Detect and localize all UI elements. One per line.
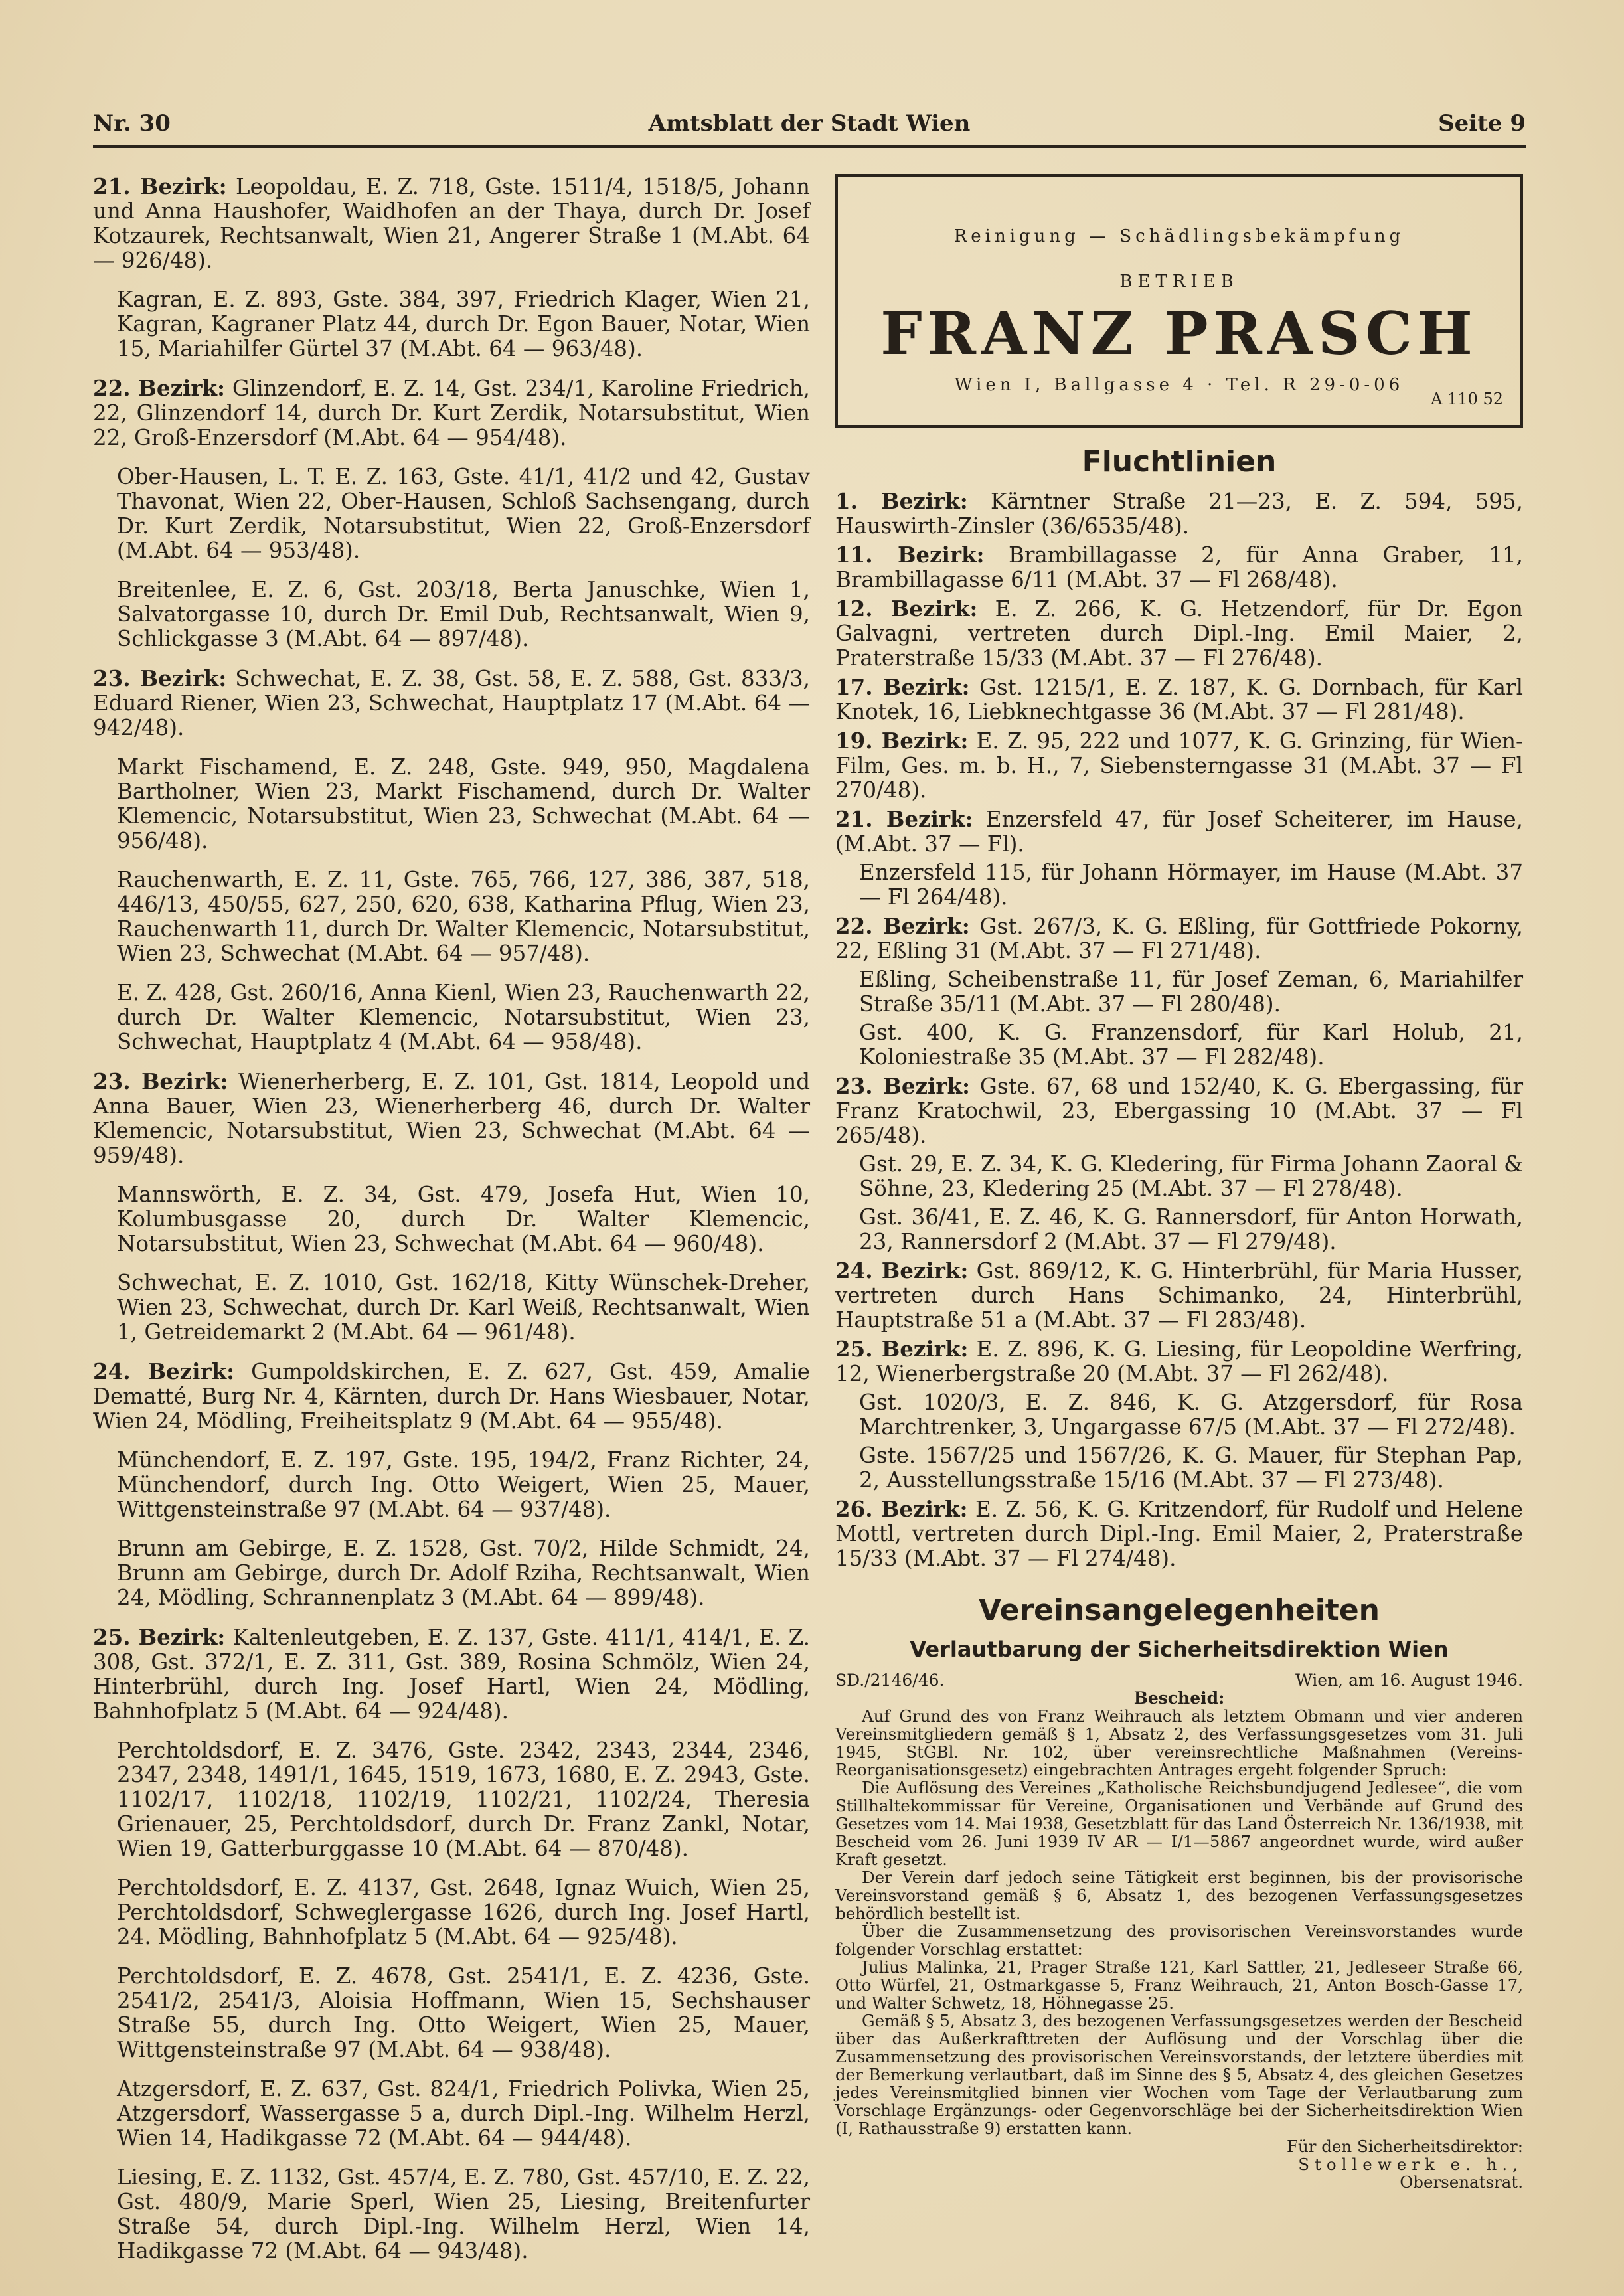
notice-paragraph: Gemäß § 5, Absatz 3, des bezogenen Verfassungsgesetzes werden der Bescheid über das Außerkrafttreten der Auflösung und der Vorschlag über die Zusammensetzung des provisorischen Vereinsvorstands, der letztere überdies mit der Bemerkung verlautbart, daß im Sinne des § 5, Absatz 4, des gleichen Gesetzes jedes Vereinsmitglied binnen vier Wochen vom Tage der Verlautbarung zum Vorschlage Ergänzungs- oder Gegenvorschläge bei der Sicherheitsdirektion Wien (I, Rathausstraße 9) erstatten kann.: [835, 2011, 1523, 2138]
entry-text: Liesing, E. Z. 1132, Gst. 457/4, E. Z. 780, Gst. 457/10, E. Z. 22, Gst. 480/9, Marie Sperl, Wien 25, Liesing, Breitenfurter Straße 54, durch Dipl.-Ing. Wilhelm Herzl, Wien 14, Hadikgasse 72 (M.Abt. 64 — 943/48).: [117, 2165, 810, 2263]
list-item: [859, 967, 1523, 1017]
right-column: [835, 174, 1523, 2191]
bezirk-label: 24. Bezirk:: [93, 1358, 235, 1384]
ad-company-name: FRANZ PRASCH: [880, 299, 1478, 368]
list-item: [117, 1876, 810, 1949]
list-item: [835, 914, 1523, 963]
list-item: [117, 1964, 810, 2062]
reference-number: SD./2146/46.: [835, 1671, 945, 1690]
bezirk-label: 25. Bezirk:: [93, 1624, 226, 1650]
list-item: [117, 981, 810, 1054]
entry-text: Gst. 1215/1, E. Z. 187, K. G. Dornbach, für Karl Knotek, 16, Liebknechtgasse 36 (M.Abt. 37 — Fl 281/48).: [835, 675, 1523, 724]
notice-paragraph: Julius Malinka, 21, Prager Straße 121, Karl Sattler, 21, Jedleseer Straße 66, Otto Würfel, 21, Ostmarkgasse 5, Franz Weihrauch, 21, Anton Bosch-Gasse 17, und Walter Schwetz, 18, Höhnegasse 25.: [835, 1957, 1523, 2012]
list-item: [117, 578, 810, 651]
bezirk-label: 23. Bezirk:: [93, 1068, 228, 1094]
bezirk-label: 23. Bezirk:: [93, 665, 227, 691]
entry-text: Mannswörth, E. Z. 34, Gst. 479, Josefa Hut, Wien 10, Kolumbusgasse 20, durch Dr. Walter Klemencic, Notarsubstitut, Wien 23, Schwechat (M.Abt. 64 — 960/48).: [117, 1182, 810, 1256]
list-item: [93, 174, 810, 273]
list-item: [117, 2077, 810, 2151]
notice-meta: [835, 1671, 1523, 1689]
signature-line-1: Für den Sicherheitsdirektor:: [1286, 2137, 1523, 2156]
signature-title: Obersenatsrat.: [1400, 2173, 1523, 2192]
list-item: [117, 2165, 810, 2263]
notice-paragraph: Über die Zusammensetzung des provisorischen Vereinsvorstandes wurde folgender Vorschlag erstattet:: [835, 1922, 1523, 1959]
bezirk-label: 21. Bezirk:: [93, 173, 227, 199]
ad-code: A 110 52: [1431, 390, 1503, 408]
signature-block: [835, 2137, 1523, 2191]
entry-text: E. Z. 896, K. G. Liesing, für Leopoldine Werfring, 12, Wienerbergstraße 20 (M.Abt. 37 — Fl 262/48).: [835, 1337, 1523, 1386]
entry-text: Gst. 36/41, E. Z. 46, K. G. Rannersdorf, für Anton Horwath, 23, Rannersdorf 2 (M.Abt. 37 — Fl 279/48).: [859, 1204, 1523, 1254]
entry-text: Breitenlee, E. Z. 6, Gst. 203/18, Berta Januschke, Wien 1, Salvatorgasse 10, durch Dr. Emil Dub, Rechtsanwalt, Wien 9, Schlickgasse 3 (M.Abt. 64 — 897/48).: [117, 577, 810, 651]
section-title-fluchtlinien: Fluchtlinien: [1082, 445, 1277, 479]
entry-text: Kagran, E. Z. 893, Gste. 384, 397, Friedrich Klager, Wien 21, Kagran, Kagraner Platz 44, durch Dr. Egon Bauer, Notar, Wien 15, Mariahilfer Gürtel 37 (M.Abt. 64 — 963/48).: [117, 287, 810, 361]
advertisement-box: [835, 174, 1523, 428]
bezirk-label: 26. Bezirk:: [835, 1496, 968, 1522]
entry-text: Eßling, Scheibenstraße 11, für Josef Zeman, 6, Mariahilfer Straße 35/11 (M.Abt. 37 — Fl 280/48).: [859, 967, 1523, 1017]
bezirk-label: 21. Bezirk:: [835, 806, 973, 832]
entry-text: Rauchenwarth, E. Z. 11, Gste. 765, 766, 127, 386, 387, 518, 446/13, 450/55, 627, 250, 620, 638, Katharina Pflug, Wien 23, Rauchenwarth 11, durch Dr. Walter Klemencic, Notarsubstitut, Wien 23, Schwechat (M.Abt. 64 — 957/48).: [117, 867, 810, 966]
list-item: [835, 596, 1523, 671]
list-item: [859, 1443, 1523, 1493]
entry-text: Kärntner Straße 21—23, E. Z. 594, 595, Hauswirth-Zinsler (36/6535/48).: [835, 489, 1523, 538]
list-item: [93, 666, 810, 740]
bezirk-label: 24. Bezirk:: [835, 1258, 969, 1283]
list-item: [117, 1448, 810, 1522]
list-item: [835, 807, 1523, 857]
list-item: [835, 1337, 1523, 1386]
bezirk-label: 23. Bezirk:: [835, 1073, 970, 1099]
list-item: [835, 675, 1523, 724]
list-item: [117, 1183, 810, 1256]
notice-paragraph: Die Auflösung des Vereines „Katholische Reichsbundjugend Jedlesee“, die vom Stillhaltekommissar für Vereine, Organisationen und Verbände auf Grund des Gesetzes vom 14. Mai 1938, Gesetzblatt für das Land Österreich Nr. 136/1938, mit Bescheid vom 26. Juni 1939 IV AR — I/1—5867 angeordnet wurde, wird außer Kraft gesetzt.: [835, 1778, 1523, 1869]
entry-text: Brunn am Gebirge, E. Z. 1528, Gst. 70/2, Hilde Schmidt, 24, Brunn am Gebirge, durch Dr. Adolf Rziha, Rechtsanwalt, Wien 24, Mödling, Schrannenplatz 3 (M.Abt. 64 — 899/48).: [117, 1536, 810, 1610]
entry-text: Münchendorf, E. Z. 197, Gste. 195, 194/2, Franz Richter, 24, Münchendorf, durch Ing. Otto Weigert, Wien 25, Mauer, Wittgensteinstraße 97 (M.Abt. 64 — 937/48).: [117, 1447, 810, 1522]
entry-text: Gumpoldskirchen, E. Z. 627, Gst. 459, Amalie Dematté, Burg Nr. 4, Kärnten, durch Dr. Hans Wiesbauer, Notar, Wien 24, Mödling, Freiheitsplatz 9 (M.Abt. 64 — 955/48).: [93, 1359, 810, 1434]
entry-text: Gste. 67, 68 und 152/40, K. G. Ebergassing, für Franz Kratochwil, 23, Ebergassing 10 (M.Abt. 37 — Fl 265/48).: [835, 1074, 1523, 1148]
list-item: [93, 1069, 810, 1168]
bezirk-label: 22. Bezirk:: [835, 913, 970, 939]
entry-text: E. Z. 56, K. G. Kritzendorf, für Rudolf und Helene Mottl, vertreten durch Dipl.-Ing. Emil Maier, 2, Praterstraße 15/33 (M.Abt. 37 — Fl 274/48).: [835, 1497, 1523, 1571]
list-item: [117, 1536, 810, 1610]
list-item: [835, 489, 1523, 538]
entry-text: Perchtoldsdorf, E. Z. 4137, Gst. 2648, Ignaz Wuich, Wien 25, Perchtoldsdorf, Schweglergasse 1626, durch Ing. Josef Hartl, 24. Mödling, Bahnhofplatz 5 (M.Abt. 64 — 925/48).: [117, 1875, 810, 1949]
bezirk-label: 11. Bezirk:: [835, 542, 985, 568]
notice-paragraphs: [835, 1707, 1523, 2137]
entry-text: Gst. 29, E. Z. 34, K. G. Kledering, für Firma Johann Zaoral & Söhne, 23, Kledering 25 (M.Abt. 37 — Fl 278/48).: [859, 1151, 1523, 1201]
list-item: [117, 868, 810, 966]
bezirk-label: 19. Bezirk:: [835, 728, 969, 754]
ad-address: Wien I, Ballgasse 4 · Tel. R 29-0-06: [954, 375, 1404, 395]
entry-text: E. Z. 428, Gst. 260/16, Anna Kienl, Wien 23, Rauchenwarth 22, durch Dr. Walter Klemencic, Notarsubstitut, Wien 23, Schwechat, Hauptplatz 4 (M.Abt. 64 — 958/48).: [117, 980, 810, 1054]
entry-text: Gst. 1020/3, E. Z. 846, K. G. Atzgersdorf, für Rosa Marchtrenker, 3, Ungargasse 67/5 (M.Abt. 37 — Fl 272/48).: [859, 1390, 1523, 1439]
list-item: [117, 287, 810, 361]
entry-text: Perchtoldsdorf, E. Z. 4678, Gst. 2541/1, E. Z. 4236, Gste. 2541/2, 2541/3, Aloisia Hoffmann, Wien 15, Sechshauser Straße 55, durch Ing. Otto Weigert, Wien 25, Mauer, Wittgensteinstraße 97 (M.Abt. 64 — 938/48).: [117, 1963, 810, 2062]
list-item: [117, 465, 810, 563]
entry-text: Ober-Hausen, L. T. E. Z. 163, Gste. 41/1, 41/2 und 42, Gustav Thavonat, Wien 22, Ober-Hausen, Schloß Sachsengang, durch Dr. Kurt Zerdik, Notarsubstitut, Wien 22, Groß-Enzersdorf (M.Abt. 64 — 953/48).: [117, 464, 810, 563]
list-item: [859, 861, 1523, 910]
entry-text: Gst. 869/12, K. G. Hinterbrühl, für Maria Husser, vertreten durch Hans Schimanko, 24, Hinterbrühl, Hauptstraße 51 a (M.Abt. 37 — Fl 283/48).: [835, 1258, 1523, 1333]
fluchtlinien-list: [835, 489, 1523, 1571]
entry-text: Enzersfeld 115, für Johann Hörmayer, im Hause (M.Abt. 37 — Fl 264/48).: [859, 860, 1523, 910]
entry-text: E. Z. 95, 222 und 1077, K. G. Grinzing, für Wien-Film, Ges. m. b. H., 7, Siebensterngasse 31 (M.Abt. 37 — Fl 270/48).: [835, 728, 1523, 803]
notice-paragraph: Auf Grund des von Franz Weihrauch als letztem Obmann und vier anderen Vereinsmitgliedern gemäß § 1, Absatz 2, des Verfassungsgesetzes vom 31. Juli 1945, StGBl. Nr. 102, über vereinsrechtliche Maßnahmen (Vereins-Reorganisationsgesetz) eingebrachten Antrages ergeht folgender Spruch:: [835, 1706, 1523, 1779]
entry-text: Perchtoldsdorf, E. Z. 3476, Gste. 2342, 2343, 2344, 2346, 2347, 2348, 1491/1, 1645, 1519, 1673, 1680, E. Z. 2943, Gste. 1102/17, 1102/18, 1102/19, 1102/21, 1102/24, Theresia Grienauer, 25, Perchtoldsdorf, durch Dr. Franz Zankl, Notar, Wien 19, Gatterburggasse 10 (M.Abt. 64 — 870/48).: [117, 1738, 810, 1861]
list-item: [835, 542, 1523, 592]
header-rule: [93, 145, 1526, 148]
ad-services: Reinigung — Schädlingsbekämpfung: [953, 226, 1405, 246]
entry-text: Glinzendorf, E. Z. 14, Gst. 234/1, Karoline Friedrich, 22, Glinzendorf 14, durch Dr. Kurt Zerdik, Notarsubstitut, Wien 22, Groß-Enzersdorf (M.Abt. 64 — 954/48).: [93, 376, 810, 450]
entry-text: Leopoldau, E. Z. 718, Gste. 1511/4, 1518/5, Johann und Anna Haushofer, Waidhofen an der Thaya, durch Dr. Josef Kotzaurek, Rechtsanwalt, Wien 21, Angerer Straße 1 (M.Abt. 64 — 926/48).: [93, 174, 810, 273]
list-item: [859, 1152, 1523, 1201]
bezirk-label: 12. Bezirk:: [835, 596, 978, 621]
bezirk-label: 1. Bezirk:: [835, 488, 968, 514]
list-item: [117, 1738, 810, 1861]
list-item: [835, 1074, 1523, 1148]
section-title-vereinsangelegenheiten: Vereinsangelegenheiten: [978, 1594, 1380, 1627]
list-item: [93, 376, 810, 450]
entry-text: Wienerherberg, E. Z. 101, Gst. 1814, Leopold und Anna Bauer, Wien 23, Wienerherberg 46, durch Dr. Walter Klemencic, Notarsubstitut, Wien 23, Schwechat (M.Abt. 64 — 959/48).: [93, 1069, 810, 1168]
entry-text: Brambillagasse 2, für Anna Graber, 11, Brambillagasse 6/11 (M.Abt. 37 — Fl 268/48).: [835, 542, 1523, 592]
ad-betrieb: BETRIEB: [1119, 272, 1239, 291]
signature-name: Stollewerk e. h.,: [1298, 2155, 1523, 2174]
entry-text: Kaltenleutgeben, E. Z. 137, Gste. 411/1, 414/1, E. Z. 308, Gst. 372/1, E. Z. 311, Gst. 389, Rosina Schmölz, Wien 24, Hinterbrühl, durch Ing. Josef Hartl, Wien 24, Mödling, Bahnhofplatz 5 (M.Abt. 64 — 924/48).: [93, 1625, 810, 1724]
bezirk-label: 25. Bezirk:: [835, 1336, 969, 1362]
list-item: [117, 755, 810, 853]
list-item: [117, 1271, 810, 1345]
entry-text: Markt Fischamend, E. Z. 248, Gste. 949, 950, Magdalena Bartholner, Wien 23, Markt Fischamend, durch Dr. Walter Klemencic, Notarsubstitut, Wien 23, Schwechat (M.Abt. 64 — 956/48).: [117, 754, 810, 853]
verein-subtitle: Verlautbarung der Sicherheitsdirektion Wien: [910, 1637, 1449, 1662]
entry-text: Schwechat, E. Z. 38, Gst. 58, E. Z. 588, Gst. 833/3, Eduard Riener, Wien 23, Schwechat, Hauptplatz 17 (M.Abt. 64 — 942/48).: [93, 666, 810, 740]
notice-date: Wien, am 16. August 1946.: [1295, 1671, 1523, 1690]
bezirk-label: 17. Bezirk:: [835, 674, 970, 700]
page-header: [93, 108, 1526, 145]
list-item: [835, 728, 1523, 803]
bezirk-label: 22. Bezirk:: [93, 375, 226, 401]
list-item: [93, 1359, 810, 1434]
bescheid-heading: Bescheid:: [1133, 1688, 1225, 1708]
list-item: [835, 1497, 1523, 1571]
notice-paragraph: Der Verein darf jedoch seine Tätigkeit erst beginnen, bis der provisorische Vereinsvorstand gemäß § 6, Absatz 1, des bezogenen Verfassungsgesetzes behördlich bestellt ist.: [835, 1868, 1523, 1923]
list-item: [859, 1021, 1523, 1070]
page-number: Seite 9: [1438, 110, 1526, 137]
entry-text: E. Z. 266, K. G. Hetzendorf, für Dr. Egon Galvagni, vertreten durch Dipl.-Ing. Emil Maier, 2, Praterstraße 15/33 (M.Abt. 37 — Fl 276/48).: [835, 596, 1523, 671]
verein-notice: [835, 1671, 1523, 2191]
entry-text: Enzersfeld 47, für Josef Scheiterer, im Hause, (M.Abt. 37 — Fl).: [835, 807, 1523, 857]
left-column: [93, 174, 810, 2278]
entry-text: Gst. 267/3, K. G. Eßling, für Gottfriede Pokorny, 22, Eßling 31 (M.Abt. 37 — Fl 271/48).: [835, 914, 1523, 963]
list-item: [835, 1258, 1523, 1333]
entry-text: Atzgersdorf, E. Z. 637, Gst. 824/1, Friedrich Polivka, Wien 25, Atzgersdorf, Wassergasse 5 a, durch Dipl.-Ing. Wilhelm Herzl, Wien 14, Hadikgasse 72 (M.Abt. 64 — 944/48).: [117, 2076, 810, 2151]
entry-text: Gst. 400, K. G. Franzensdorf, für Karl Holub, 21, Koloniestraße 35 (M.Abt. 37 — Fl 282/48).: [859, 1020, 1523, 1070]
publication-title: Amtsblatt der Stadt Wien: [648, 110, 971, 137]
list-item: [93, 1625, 810, 1724]
list-item: [859, 1205, 1523, 1254]
entry-text: Schwechat, E. Z. 1010, Gst. 162/18, Kitty Wünschek-Dreher, Wien 23, Schwechat, durch Dr. Karl Weiß, Rechtsanwalt, Wien 1, Getreidemarkt 2 (M.Abt. 64 — 961/48).: [117, 1270, 810, 1345]
entry-text: Gste. 1567/25 und 1567/26, K. G. Mauer, für Stephan Pap, 2, Ausstellungsstraße 15/16 (M.Abt. 37 — Fl 273/48).: [859, 1443, 1523, 1493]
issue-number: Nr. 30: [93, 110, 171, 137]
list-item: [859, 1390, 1523, 1439]
